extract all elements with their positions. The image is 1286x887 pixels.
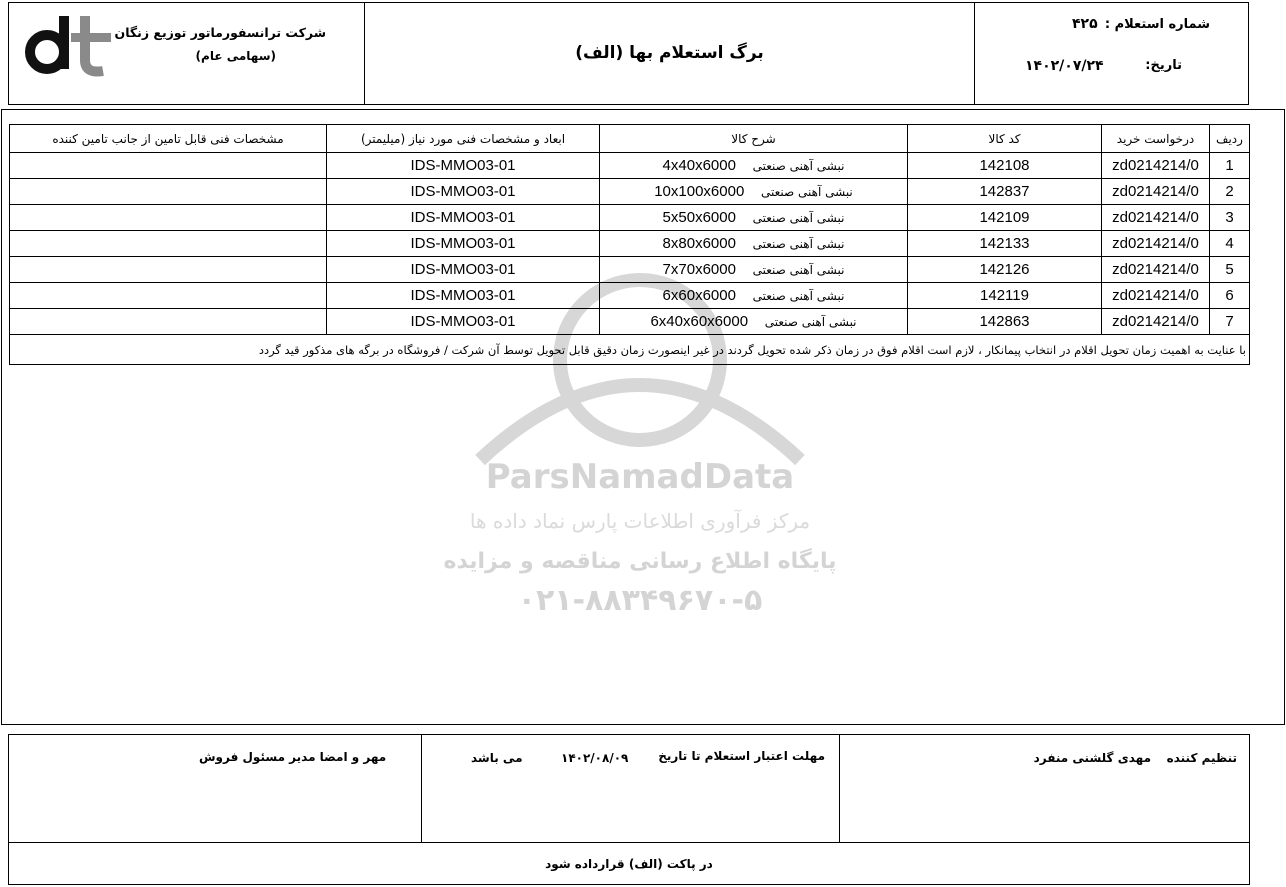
item-description	[600, 179, 908, 205]
item-code: 142119	[908, 283, 1102, 309]
company-logo-icon	[23, 13, 115, 77]
required-spec: IDS-MMO03-01	[327, 231, 600, 257]
supplier-spec-cell[interactable]	[10, 283, 327, 309]
table-row	[10, 179, 1250, 205]
table-row	[10, 309, 1250, 335]
purchase-request: zd0214214/0	[1102, 309, 1210, 335]
item-description	[600, 153, 908, 179]
required-spec: IDS-MMO03-01	[327, 309, 600, 335]
description-text: نبشی آهنی صنعتی	[752, 237, 845, 251]
supplier-spec-cell[interactable]	[10, 231, 327, 257]
col-header-row-number: ردیف	[1210, 125, 1250, 153]
item-description	[600, 257, 908, 283]
purchase-request: zd0214214/0	[1102, 179, 1210, 205]
form-title-box	[364, 2, 975, 105]
supplier-spec-cell[interactable]	[10, 153, 327, 179]
description-text: نبشی آهنی صنعتی	[752, 159, 845, 173]
supplier-spec-cell[interactable]	[10, 179, 327, 205]
footer-box	[8, 734, 1250, 885]
description-text: نبشی آهنی صنعتی	[752, 211, 845, 225]
col-header-purchase-request: درخواست خرید	[1102, 125, 1210, 153]
table-row	[10, 205, 1250, 231]
envelope-note: در پاکت (الف) قرارداده شود	[545, 857, 713, 871]
description-size: 8x80x6000	[662, 235, 736, 252]
description-text: نبشی آهنی صنعتی	[752, 289, 845, 303]
preparer-label: تنظیم کننده	[1166, 751, 1237, 765]
footer-divider	[421, 735, 422, 843]
inquiry-number-label: شماره استعلام :	[1104, 17, 1210, 32]
watermark-line1: مرکز فرآوری اطلاعات پارس نماد داده ها	[469, 509, 811, 533]
row-number: 5	[1210, 257, 1250, 283]
form-title: برگ استعلام بها (الف)	[575, 43, 764, 63]
purchase-request: zd0214214/0	[1102, 153, 1210, 179]
item-description	[600, 283, 908, 309]
row-number: 4	[1210, 231, 1250, 257]
required-spec: IDS-MMO03-01	[327, 179, 600, 205]
table-row	[10, 257, 1250, 283]
company-type: (سهامی عام)	[195, 49, 276, 63]
footer-divider	[839, 735, 840, 843]
note-row	[10, 335, 1250, 365]
supplier-spec-cell[interactable]	[10, 309, 327, 335]
item-code: 142126	[908, 257, 1102, 283]
description-text: نبشی آهنی صنعتی	[752, 263, 845, 277]
col-header-required-specs: ابعاد و مشخصات فنی مورد نیاز (میلیمتر)	[327, 125, 600, 153]
required-spec: IDS-MMO03-01	[327, 153, 600, 179]
table-header-row	[10, 125, 1250, 153]
item-code: 142133	[908, 231, 1102, 257]
company-name: شرکت ترانسفورماتور توزیع زنگان	[114, 25, 326, 40]
purchase-request: zd0214214/0	[1102, 205, 1210, 231]
table-row	[10, 231, 1250, 257]
delivery-note: با عنایت به اهمیت زمان تحویل اقلام در انتخاب پیمانکار ، لازم است اقلام فوق در زمان ذکر شده تحویل گردند در غیر اینصورت زمان دقیق قابل تحویل توسط آن شرکت / فروشگاه در برگه های مذکور قید گردد	[10, 335, 1250, 365]
description-text: نبشی آهنی صنعتی	[760, 185, 853, 199]
watermark-brand: ParsNamadData	[485, 457, 795, 497]
signature-label: مهر و امضا مدیر مسئول فروش	[199, 750, 387, 764]
item-code: 142837	[908, 179, 1102, 205]
description-size: 6x60x6000	[662, 287, 736, 304]
footer-divider	[9, 842, 1249, 843]
purchase-request: zd0214214/0	[1102, 231, 1210, 257]
supplier-spec-cell[interactable]	[10, 257, 327, 283]
row-number: 1	[1210, 153, 1250, 179]
items-table	[9, 124, 1250, 365]
validity-suffix: می باشد	[471, 751, 523, 765]
purchase-request: zd0214214/0	[1102, 283, 1210, 309]
row-number: 6	[1210, 283, 1250, 309]
col-header-item-code: کد کالا	[908, 125, 1102, 153]
row-number: 3	[1210, 205, 1250, 231]
item-code: 142863	[908, 309, 1102, 335]
description-size: 10x100x6000	[654, 183, 745, 200]
required-spec: IDS-MMO03-01	[327, 283, 600, 309]
validity-date: ۱۴۰۲/۰۸/۰۹	[561, 751, 629, 765]
company-box	[8, 2, 365, 105]
col-header-description: شرح کالا	[600, 125, 908, 153]
description-size: 7x70x6000	[662, 261, 736, 278]
purchase-request: zd0214214/0	[1102, 257, 1210, 283]
required-spec: IDS-MMO03-01	[327, 205, 600, 231]
table-row	[10, 283, 1250, 309]
row-number: 2	[1210, 179, 1250, 205]
description-size: 6x40x60x6000	[650, 313, 749, 330]
row-number: 7	[1210, 309, 1250, 335]
validity-label: مهلت اعتبار استعلام تا تاریخ	[658, 749, 825, 763]
table-row	[10, 153, 1250, 179]
required-spec: IDS-MMO03-01	[327, 257, 600, 283]
item-description	[600, 205, 908, 231]
date-label: تاریخ:	[1145, 58, 1182, 73]
description-size: 5x50x6000	[662, 209, 736, 226]
supplier-spec-cell[interactable]	[10, 205, 327, 231]
date-value: ۱۴۰۲/۰۷/۲۴	[1025, 58, 1104, 74]
watermark-line2: پایگاه اطلاع رسانی مناقصه و مزایده	[443, 549, 837, 574]
inquiry-info-box	[974, 2, 1249, 105]
item-code: 142108	[908, 153, 1102, 179]
watermark-phone: ۰۲۱-۸۸۳۴۹۶۷۰-۵	[517, 583, 763, 618]
description-size: 4x40x6000	[662, 157, 736, 174]
col-header-supplier-specs: مشخصات فنی قابل تامین از جانب تامین کننده	[10, 125, 327, 153]
description-text: نبشی آهنی صنعتی	[764, 315, 857, 329]
preparer-name: مهدی گلشنی منفرد	[1033, 751, 1151, 765]
item-description	[600, 309, 908, 335]
inquiry-number-value: ۴۲۵	[1072, 16, 1098, 32]
item-description	[600, 231, 908, 257]
item-code: 142109	[908, 205, 1102, 231]
